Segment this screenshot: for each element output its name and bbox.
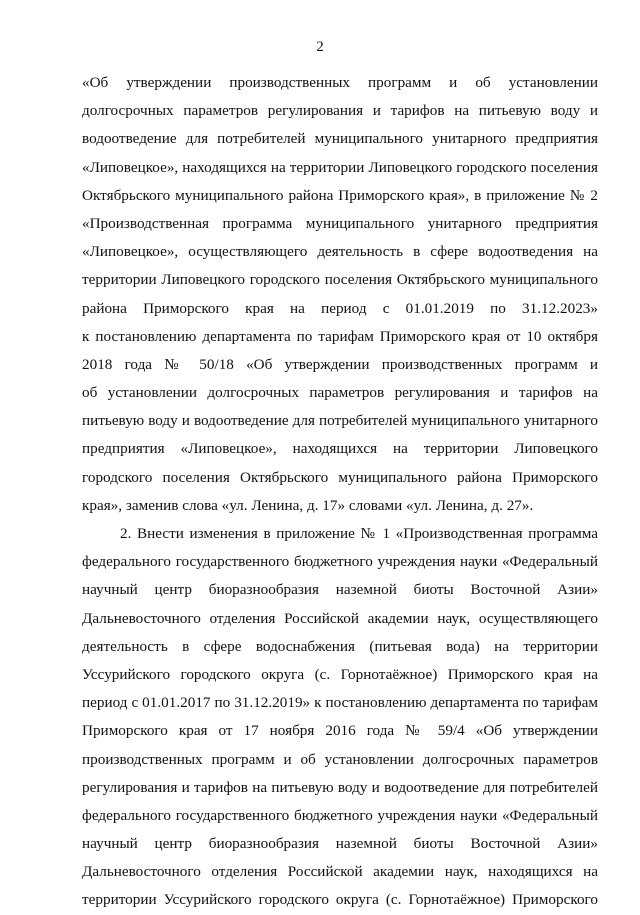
text-line: «Об утверждении производственных программ и об установлении [82,74,598,91]
text-line: «Липовецкое», находящихся на территории Липовецкого городского поселения [82,158,598,176]
page-number: 2 [316,39,324,55]
text-line: территории Липовецкого городского поселения Октябрьского муниципального [82,271,598,289]
text-line: Приморского края от 17 ноября 2016 года № 59/4 «Об утверждении [82,722,598,740]
paragraph-end-line: края», заменив слова «ул. Ленина, д. 17» словами «ул. Ленина, д. 27». [82,496,534,514]
text-line: Дальневосточного отделения Российской академии наук, осуществляющего [82,609,598,627]
text-line: период с 01.01.2017 по 31.12.2019» к постановлению департамента по тарифам [82,694,598,712]
text-line: Дальневосточного отделения Российской академии наук, находящихся на [82,863,598,881]
text-line: района Приморского края на период с 01.01.2019 по 31.12.2023» [82,299,598,317]
text-line: территории Уссурийского городского округа (с. Горнотаёжное) Приморского [82,891,598,909]
text-line: Уссурийского городского округа (с. Горнотаёжное) Приморского края на [82,665,598,683]
text-line: об установлении долгосрочных параметров регулирования и тарифов на [82,384,598,402]
text-line: производственных программ и об установлении долгосрочных параметров [82,750,598,768]
text-line: регулирования и тарифов на питьевую воду и водоотведение для потребителей [82,778,598,796]
text-line: деятельность в сфере водоснабжения (питьевая вода) на территории [82,637,598,655]
document-body [82,69,598,915]
text-line: долгосрочных параметров регулирования и тарифов на питьевую воду и [82,102,598,120]
text-line: 2018 года № 50/18 «Об утверждении производственных программ и [82,355,598,373]
text-line: к постановлению департамента по тарифам Приморского края от 10 октября [82,327,598,345]
text-line: городского поселения Октябрьского муниципального района Приморского [82,468,598,486]
text-line: Октябрьского муниципального района Приморского края», в приложение № 2 [82,186,598,204]
text-line: «Липовецкое», осуществляющего деятельность в сфере водоотведения на [82,243,598,261]
text-line: питьевую воду и водоотведение для потребителей муниципального унитарного [82,412,598,430]
text-line: научный центр биоразнообразия наземной биоты Восточной Азии» [82,835,598,853]
text-line: предприятия «Липовецкое», находящихся на территории Липовецкого [82,440,598,458]
text-line: водоотведение для потребителей муниципального унитарного предприятия [82,130,598,148]
text-line: федерального государственного бюджетного учреждения науки «Федеральный [82,806,598,824]
text-line: научный центр биоразнообразия наземной биоты Восточной Азии» [82,581,598,599]
text-line: «Производственная программа муниципального унитарного предприятия [82,214,598,232]
paragraph-first-line: 2. Внести изменения в приложение № 1 «Производственная программа [120,525,598,542]
text-line: федерального государственного бюджетного учреждения науки «Федеральный [82,553,598,571]
